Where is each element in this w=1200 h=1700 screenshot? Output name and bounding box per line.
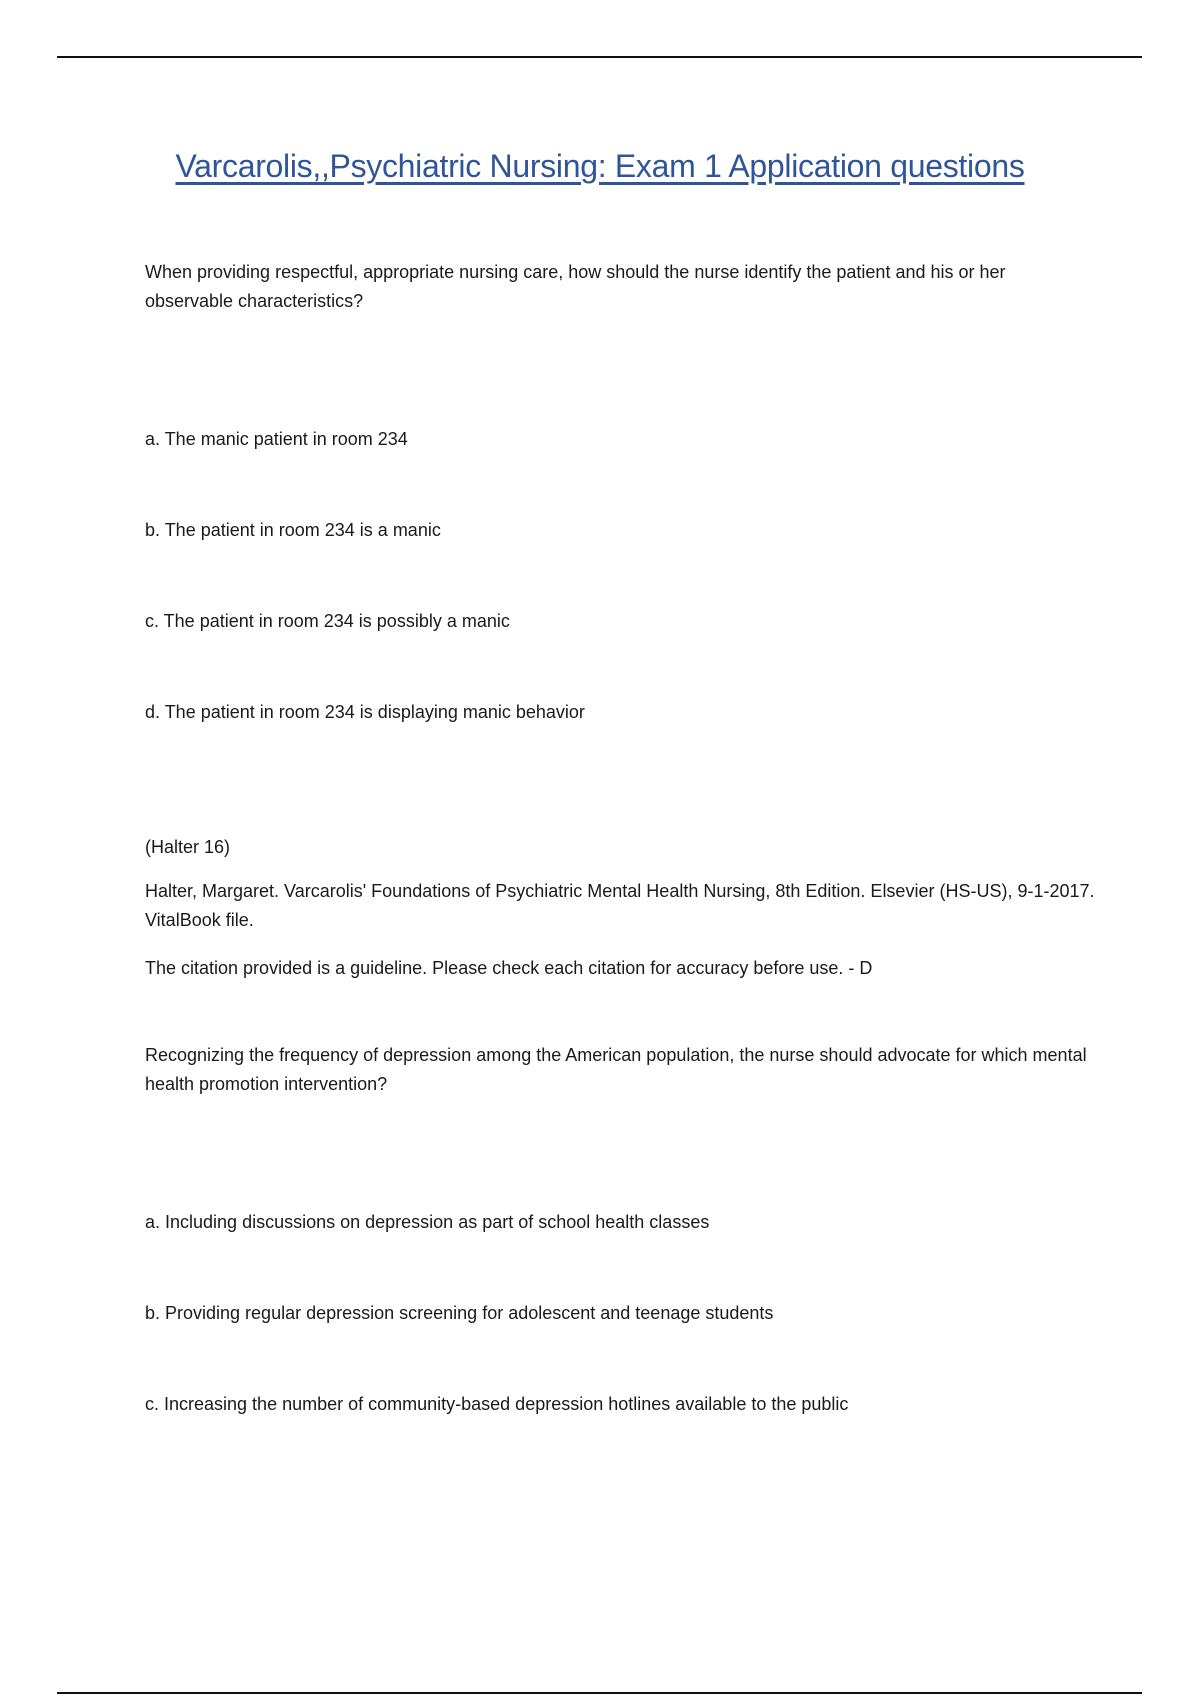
question-1-option-d: d. The patient in room 234 is displaying manic behavior (145, 702, 585, 722)
question-2-option-c: c. Increasing the number of community-based depression hotlines available to the public (145, 1394, 849, 1414)
question-1-reference-short: (Halter 16) (145, 837, 231, 857)
question-1-reference-full: Halter, Margaret. Varcarolis' Foundations of Psychiatric Mental Health Nursing, 8th Edition. Elsevier (HS-US), 9-1-2017. VitalBook file. (145, 881, 1095, 930)
question-2-option-a: a. Including discussions on depression as part of school health classes (145, 1212, 710, 1232)
question-1-citation-note: The citation provided is a guideline. Please check each citation for accuracy before use. - D (145, 958, 873, 978)
top-divider (57, 56, 1142, 58)
question-2-stem: Recognizing the frequency of depression among the American population, the nurse should advocate for which mental health promotion intervention? (145, 1045, 1087, 1094)
question-1-option-a: a. The manic patient in room 234 (145, 429, 408, 449)
document-title: Varcarolis,,Psychiatric Nursing: Exam 1 Application questions (175, 148, 1025, 184)
question-2-option-b: b. Providing regular depression screening for adolescent and teenage students (145, 1303, 774, 1323)
question-1-option-b: b. The patient in room 234 is a manic (145, 520, 441, 540)
question-1-option-c: c. The patient in room 234 is possibly a manic (145, 611, 510, 631)
question-1-stem: When providing respectful, appropriate nursing care, how should the nurse identify the patient and his or her observable characteristics? (145, 262, 1006, 311)
bottom-divider (57, 1692, 1142, 1694)
